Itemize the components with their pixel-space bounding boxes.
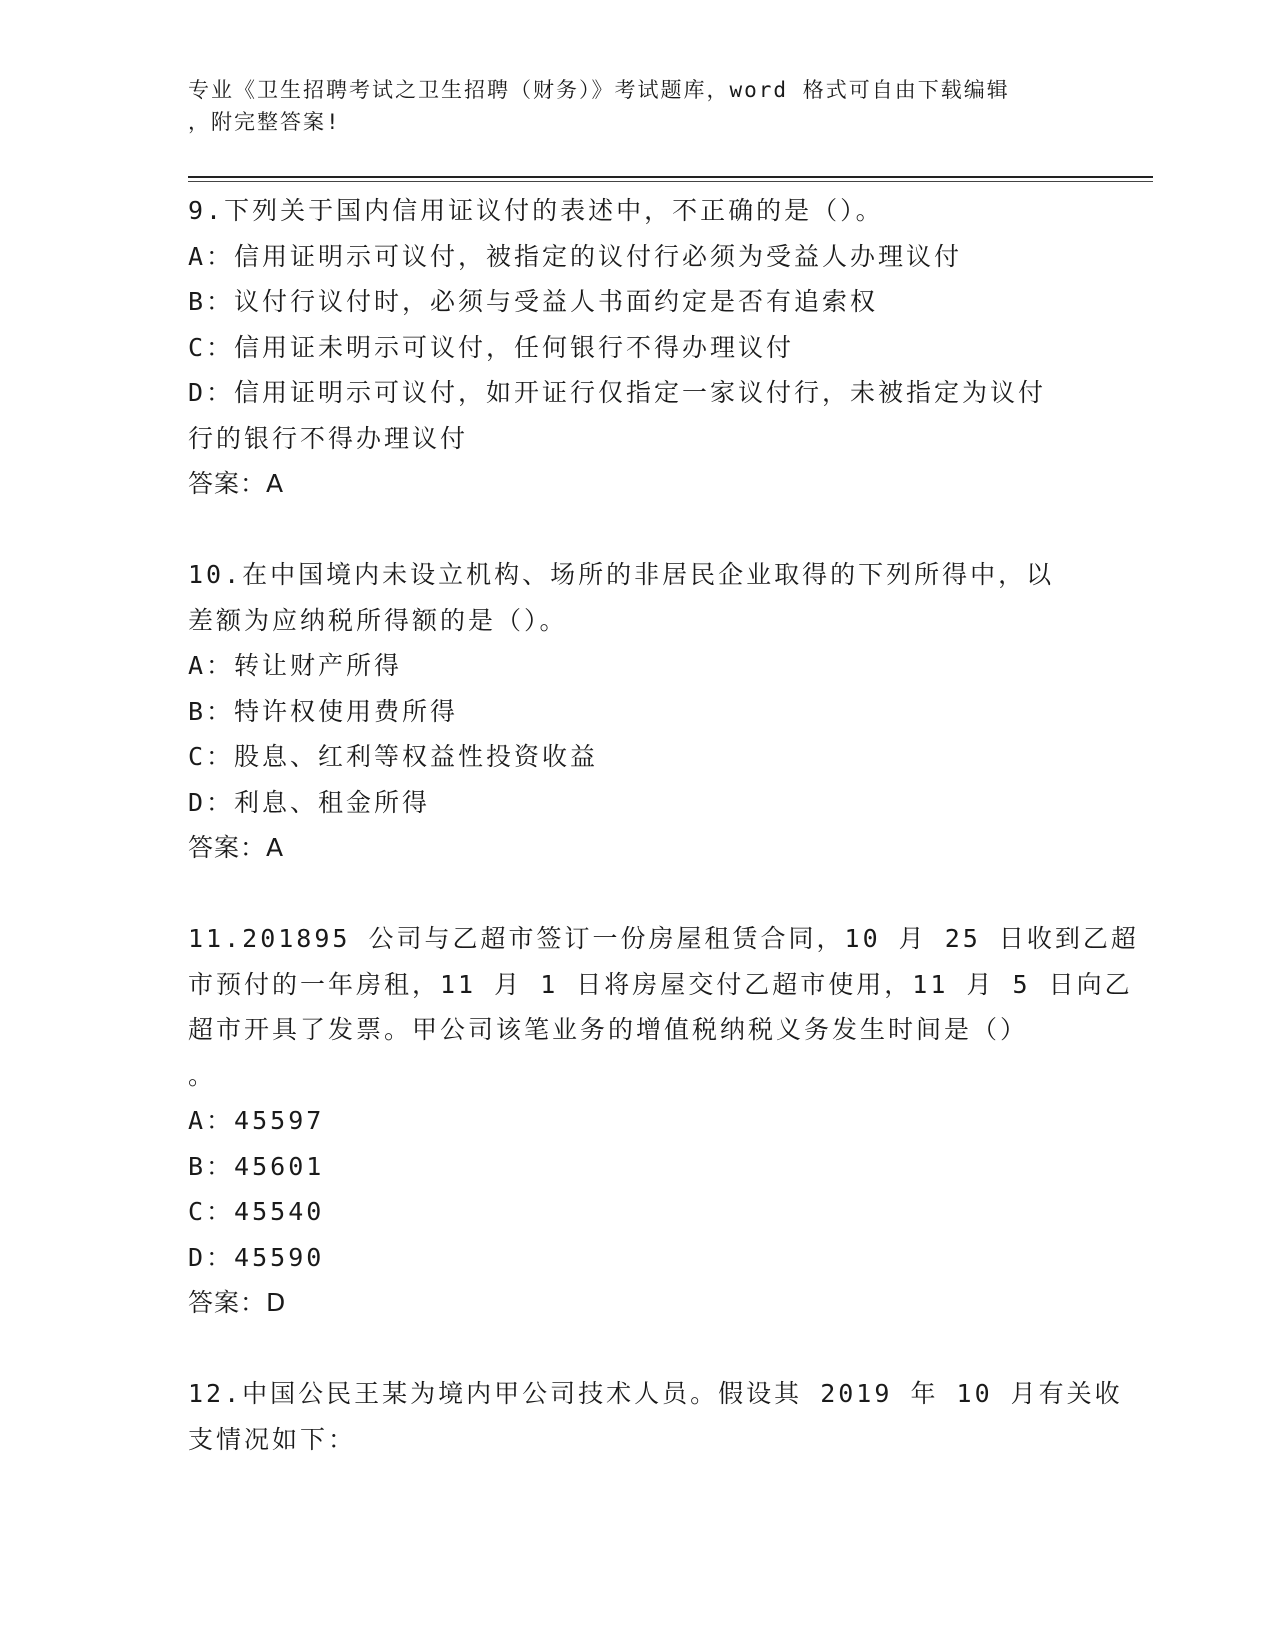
question-spacer <box>188 507 1078 553</box>
question-stem-line: 差额为应纳税所得额的是（）。 <box>188 605 568 635</box>
header-line-1: 专业《卫生招聘考试之卫生招聘（财务）》考试题库，word 格式可自由下载编辑 <box>188 78 1010 102</box>
question-stem-line: 超市开具了发票。甲公司该笔业务的增值税纳税义务发生时间是（） <box>188 1015 1029 1044</box>
answer-line: 答案：A <box>188 833 285 862</box>
question-option-line: B：议付行议付时，必须与受益人书面约定是否有追索权 <box>188 287 879 316</box>
header-divider <box>188 176 1153 178</box>
question-option-line: C：45540 <box>188 1197 325 1226</box>
answer-line: 答案：D <box>188 1288 287 1317</box>
question-option-line: B：特许权使用费所得 <box>188 696 459 726</box>
question-option-line: 行的银行不得办理议付 <box>188 423 469 453</box>
document-header <box>188 74 1068 138</box>
question-option-line: D：利息、租金所得 <box>188 787 431 817</box>
question-block <box>188 1371 1123 1462</box>
question-list <box>188 188 1139 1462</box>
question-option-line: C：信用证未明示可议付，任何银行不得办理议付 <box>188 332 795 362</box>
question-option-line: C：股息、红利等权益性投资收益 <box>188 742 599 771</box>
question-option-line: D：信用证明示可议付，如开证行仅指定一家议付行，未被指定为议付 <box>188 378 1047 407</box>
question-block <box>188 188 1078 552</box>
question-option-line: A：信用证明示可议付，被指定的议付行必须为受益人办理议付 <box>188 241 963 271</box>
question-stem-line: 10.在中国境内未设立机构、场所的非居民企业取得的下列所得中，以 <box>188 560 1055 589</box>
header-line-2: ，附完整答案! <box>188 110 341 134</box>
question-stem-line: 支情况如下： <box>188 1424 357 1454</box>
question-stem-line: 11.201895 公司与乙超市签订一份房屋租赁合同，10 月 25 日收到乙超 <box>188 924 1139 953</box>
question-spacer <box>188 871 1078 917</box>
question-spacer <box>188 1326 1078 1372</box>
question-stem-line: 12.中国公民王某为境内甲公司技术人员。假设其 2019 年 10 月有关收 <box>188 1379 1123 1408</box>
question-stem-line: 。 <box>188 1060 217 1090</box>
question-option-line: D：45590 <box>188 1242 325 1272</box>
answer-line: 答案：A <box>188 469 285 498</box>
question-stem-line: 9.下列关于国内信用证议付的表述中，不正确的是（）。 <box>188 196 884 225</box>
question-option-line: B：45601 <box>188 1151 325 1181</box>
question-block <box>188 916 1139 1371</box>
question-stem-line: 市预付的一年房租，11 月 1 日将房屋交付乙超市使用，11 月 5 日向乙 <box>188 969 1133 999</box>
question-option-line: A：45597 <box>188 1106 325 1135</box>
question-option-line: A：转让财产所得 <box>188 651 403 680</box>
header-divider-thin <box>188 181 1153 182</box>
question-block <box>188 552 1078 916</box>
